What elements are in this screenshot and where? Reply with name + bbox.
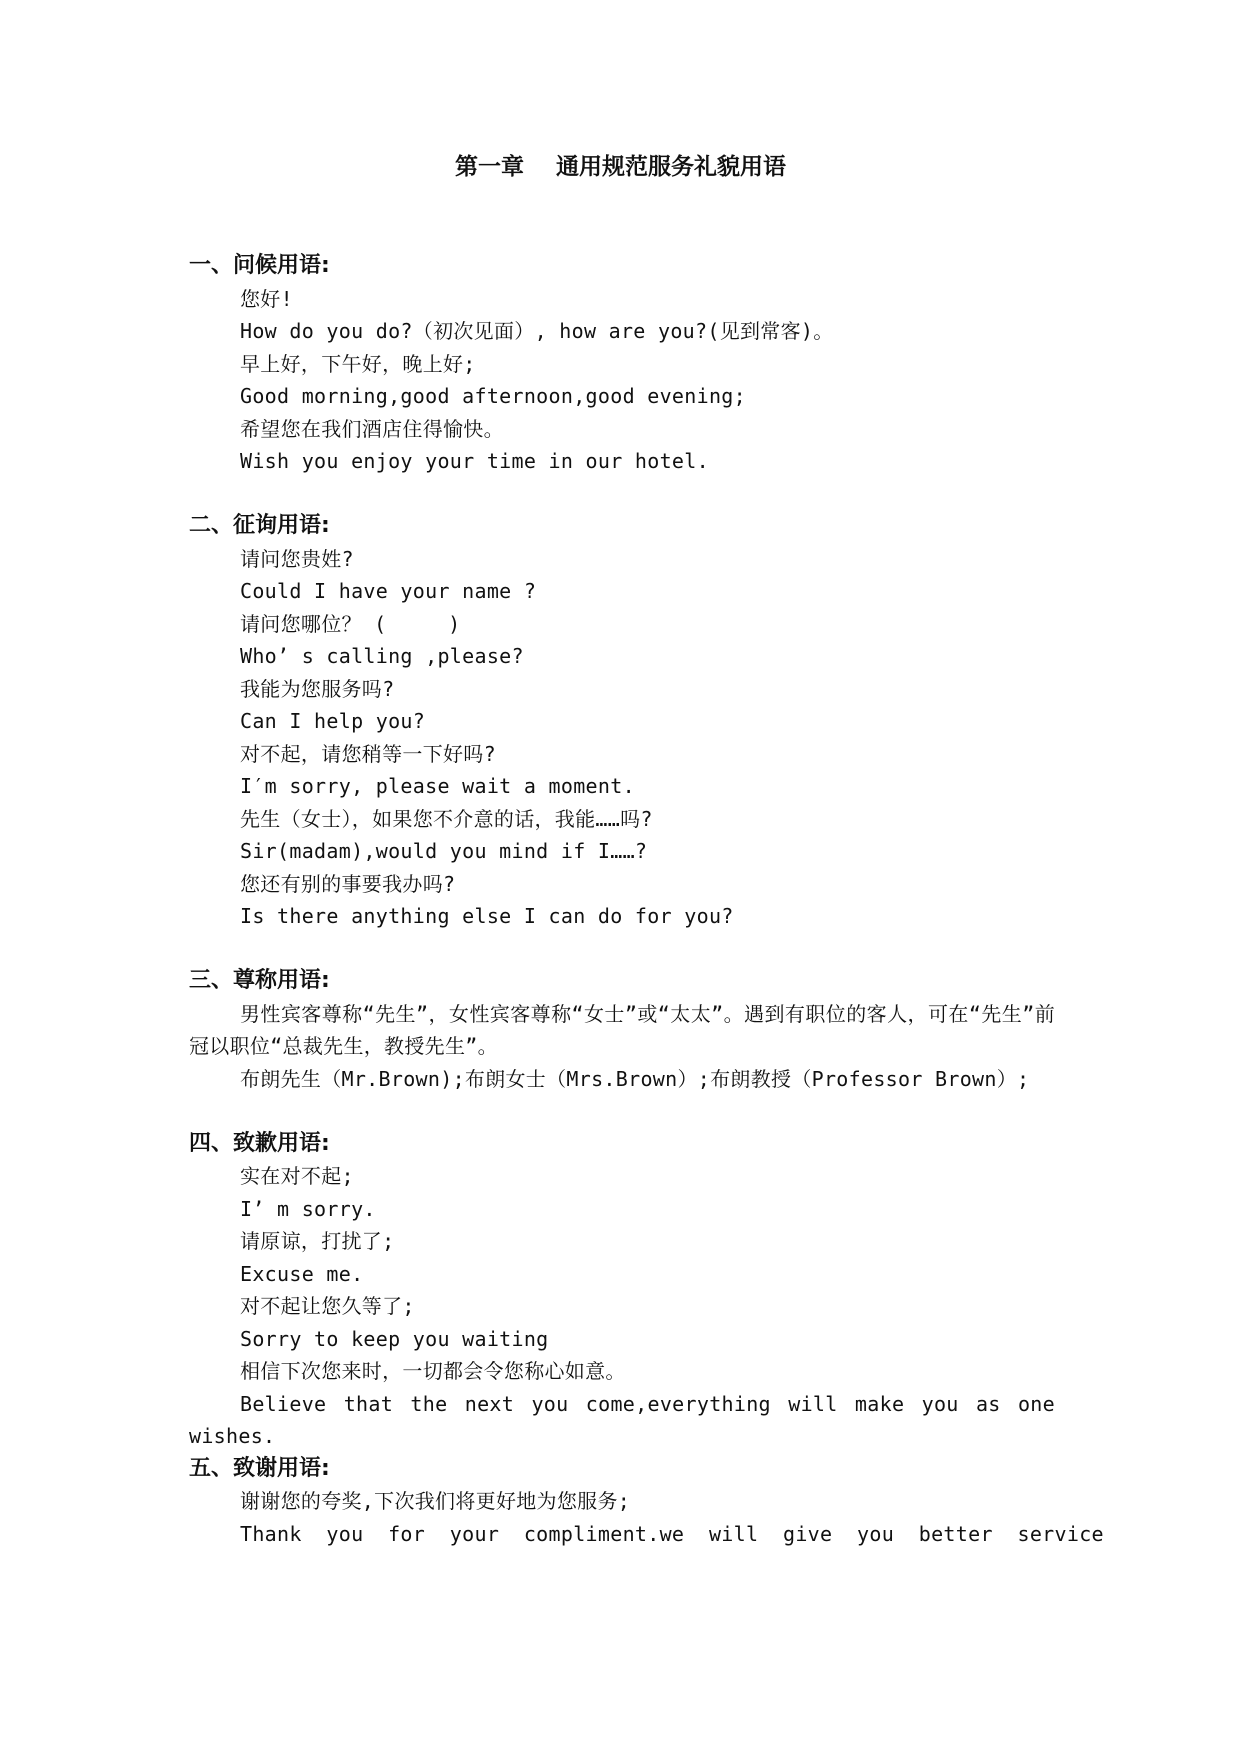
section-spacer (189, 1095, 1055, 1128)
phrase-line: Who’ s calling ,please? (240, 644, 524, 668)
phrase-line: Sir(madam),would you mind if I……? (240, 839, 648, 863)
section-heading: 二、征询用语: (189, 513, 330, 538)
section-greetings (189, 250, 1055, 478)
phrase-line: Could I have your name ? (240, 579, 537, 603)
phrase-line: 请原谅，打扰了; (240, 1229, 395, 1253)
phrase-line: I′m sorry, please wait a moment. (240, 774, 635, 798)
paragraph: 布朗先生（Mr.Brown);布朗女士（Mrs.Brown）;布朗教授（Professor Brown）; (240, 1066, 1030, 1091)
phrase-line: 请问您哪位？ ( ) (240, 611, 461, 636)
section-honorifics (189, 965, 1055, 1095)
phrase-line: 对不起让您久等了; (240, 1294, 415, 1318)
section-spacer (189, 478, 1055, 511)
section-inquiries (189, 510, 1055, 933)
phrase-line: 相信下次您来时，一切都会令您称心如意。 (240, 1359, 626, 1383)
section-thanks (189, 1453, 1104, 1551)
phrase-line: 您好! (240, 286, 293, 311)
phrase-line: 我能为您服务吗? (240, 676, 395, 701)
phrase-line: 您还有别的事要我办吗? (240, 871, 456, 896)
phrase-line: How do you do?（初次见面）, how are you?(见到常客)。 (240, 319, 834, 343)
phrase-line: Is there anything else I can do for you? (240, 904, 734, 928)
phrase-line: Wish you enjoy your time in our hotel. (240, 449, 709, 473)
section-heading: 五、致谢用语: (189, 1455, 330, 1481)
chapter-title: 第一章 通用规范服务礼貌用语 (454, 154, 787, 180)
phrase-line: I’ m sorry. (240, 1196, 376, 1221)
phrase-line: 谢谢您的夸奖,下次我们将更好地为您服务; (240, 1489, 631, 1513)
phrase-line: 先生（女士），如果您不介意的话，我能……吗? (240, 806, 653, 831)
section-heading: 四、致歉用语: (189, 1130, 330, 1156)
section-heading: 三、尊称用语: (189, 968, 330, 993)
phrase-line: 请问您贵姓? (240, 546, 354, 571)
paragraph: 男性宾客尊称“先生”，女性宾客尊称“女士”或“太太”。遇到有职位的客人，可在“先生”前冠以职位“总裁先生，教授先生”。 (189, 1001, 1055, 1058)
phrase-line: Sorry to keep you waiting (240, 1326, 549, 1351)
phrase-line: 希望您在我们酒店住得愉快。 (240, 416, 504, 441)
section-apologies (189, 1128, 1055, 1453)
phrase-line: Thank you for your compliment.we will give you better service (240, 1521, 1104, 1546)
phrase-line: Excuse me. (240, 1261, 364, 1286)
phrase-line: 对不起，请您稍等一下好吗? (240, 741, 496, 766)
section-heading: 一、问候用语: (189, 253, 330, 278)
paragraph: Believe that the next you come,everything will make you as one wishes. (189, 1391, 1055, 1448)
phrase-line: 早上好，下午好，晚上好; (240, 351, 476, 376)
phrase-line: 实在对不起; (240, 1164, 354, 1188)
section-spacer (189, 933, 1055, 966)
phrase-line: Can I help you? (240, 709, 426, 733)
document-body (189, 250, 1104, 1550)
phrase-line: Good morning,good afternoon,good evening; (240, 384, 746, 408)
